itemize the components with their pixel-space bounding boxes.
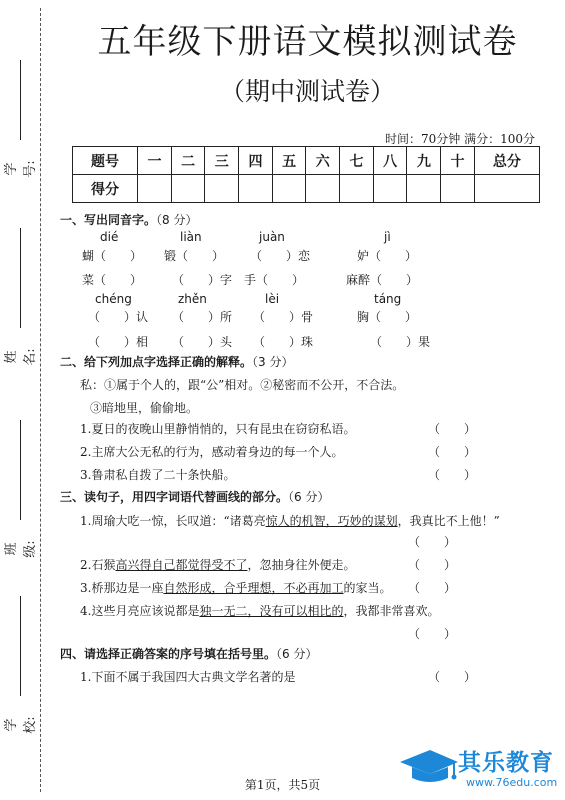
score-header-cell: 六 — [306, 147, 340, 175]
pinyin-7: lèi — [265, 292, 280, 306]
s4-q1: 1.下面不属于我国四大古典文学名著的是 — [80, 670, 296, 684]
score-header-cell: 九 — [407, 147, 441, 175]
s3-q1-answer[interactable]: （ ） — [408, 535, 457, 549]
pinyin-3: juàn — [259, 230, 285, 244]
student-name-label: 姓名: — [4, 348, 38, 366]
class-label: 班级: — [4, 540, 38, 558]
score-input-cell[interactable] — [239, 175, 273, 203]
school-field — [4, 706, 38, 744]
exam-subtitle: （期中测试卷） — [219, 77, 395, 106]
score-input-cell[interactable] — [171, 175, 205, 203]
score-header-cell: 八 — [373, 147, 407, 175]
s1-r4-c1: （ ）相 — [88, 335, 149, 349]
s3-q2-answer[interactable]: （ ） — [408, 558, 457, 572]
pinyin-6: zhěn — [178, 292, 207, 306]
s3-q4 — [80, 602, 439, 619]
section4-heading — [60, 645, 317, 662]
pinyin-8: táng — [374, 292, 402, 306]
score-input-cell[interactable] — [441, 175, 475, 203]
binding-dashed-line — [40, 8, 41, 792]
s2-q2: 2.主席大公无私的行为，感动着身边的每一个人。 — [80, 445, 344, 459]
score-input-cell[interactable] — [272, 175, 306, 203]
section4-title: 四、请选择正确答案的序号填在括号里。 — [60, 647, 277, 661]
s1-r3-c3: （ ）骨 — [253, 310, 314, 324]
student-id-line — [20, 60, 21, 140]
score-header-cell: 总分 — [474, 147, 539, 175]
s2-q1: 1.夏日的夜晚山里静悄悄的，只有昆虫在窃窃私语。 — [80, 422, 356, 436]
s3-q3 — [80, 579, 391, 596]
score-input-cell[interactable] — [138, 175, 172, 203]
score-header-cell: 二 — [171, 147, 205, 175]
section4-points: （6 分） — [276, 647, 318, 661]
s3-q3-answer[interactable]: （ ） — [408, 581, 457, 595]
student-id-field — [4, 150, 38, 188]
score-header-cell: 一 — [138, 147, 172, 175]
s1-r3-c4: 胸（ ） — [357, 310, 418, 324]
s1-r1-c3: （ ）恋 — [250, 249, 311, 263]
page-footer: 第1页，共5页 — [244, 778, 321, 792]
section1-heading — [60, 211, 197, 228]
s4-q1-answer[interactable]: （ ） — [428, 670, 477, 684]
s2-options-line2: ③暗地里，偷偷地。 — [90, 401, 199, 415]
s1-r1-c4: 妒（ ） — [357, 249, 418, 263]
s3-q4-answer[interactable]: （ ） — [408, 627, 457, 641]
score-header-cell: 四 — [239, 147, 273, 175]
s2-q1-answer[interactable]: （ ） — [428, 422, 477, 436]
s2-q2-answer[interactable]: （ ） — [428, 445, 477, 459]
s3-q1 — [80, 512, 500, 529]
s1-r1-c2: 锻（ ） — [164, 249, 225, 263]
s3-q3-post: 的家当。 — [343, 581, 392, 595]
score-table — [72, 146, 540, 203]
score-table-score-row — [73, 175, 540, 203]
score-input-cell[interactable] — [407, 175, 441, 203]
score-table-header-row — [73, 147, 540, 175]
s1-r4-c2: （ ）头 — [172, 335, 233, 349]
score-input-cell[interactable] — [474, 175, 539, 203]
s3-q2-underline: 高兴得自己都觉得受不了 — [115, 558, 248, 572]
student-id-label: 学号: — [4, 160, 38, 178]
student-name-line — [20, 228, 21, 328]
section3-points: （6 分） — [288, 490, 330, 504]
s3-q2 — [80, 556, 355, 573]
score-header-cell: 七 — [340, 147, 374, 175]
score-input-cell[interactable] — [340, 175, 374, 203]
s1-r2-c1: 菜（ ） — [82, 273, 143, 287]
section3-heading — [60, 488, 329, 505]
score-header-cell: 三 — [205, 147, 239, 175]
pinyin-2: liàn — [180, 230, 202, 244]
s1-r4-c3: （ ）珠 — [253, 335, 314, 349]
s3-q3-pre: 3.桥那边是一座 — [80, 581, 164, 595]
section2-points: （3 分） — [252, 355, 294, 369]
class-line — [20, 420, 21, 520]
s3-q4-post: ，我都非常喜欢。 — [343, 604, 440, 618]
score-input-cell[interactable] — [373, 175, 407, 203]
section3-title: 三、读句子，用四字词语代替画线的部分。 — [60, 490, 289, 504]
section1-points: （8 分） — [156, 213, 198, 227]
logo-url: www.76edu.com — [466, 776, 558, 789]
s3-q1-post: ，我真比不上他！” — [397, 514, 500, 528]
pinyin-4: jì — [384, 230, 391, 244]
s1-r3-c2: （ ）所 — [172, 310, 233, 324]
s3-q1-pre: 1.周瑜大吃一惊，长叹道：“诸葛亮 — [80, 514, 266, 528]
s2-q3: 3.鲁肃私自拨了二十条快船。 — [80, 468, 236, 482]
score-header-cell: 五 — [272, 147, 306, 175]
s1-r3-c1: （ ）认 — [88, 310, 149, 324]
score-row-label: 得分 — [73, 175, 138, 203]
section2-heading — [60, 353, 293, 370]
score-input-cell[interactable] — [306, 175, 340, 203]
section2-title: 二、给下列加点字选择正确的解释。 — [60, 355, 253, 369]
exam-title: 五年级下册语文模拟测试卷 — [97, 22, 518, 62]
exam-meta: 时间：70分钟 满分：100分 — [385, 132, 535, 146]
binding-strip — [0, 0, 52, 800]
student-name-field — [4, 338, 38, 376]
pinyin-1: dié — [100, 230, 119, 244]
s1-r2-c4: 麻醉（ ） — [346, 273, 419, 287]
logo-name: 其乐教育 — [458, 750, 554, 776]
pinyin-5: chéng — [95, 292, 132, 306]
section1-title: 一、写出同音字。 — [60, 213, 157, 227]
score-header-cell: 题号 — [73, 147, 138, 175]
school-label: 学校: — [4, 716, 38, 734]
school-line — [20, 596, 21, 696]
s3-q2-post: ，忽抽身往外便走。 — [247, 558, 356, 572]
s3-q4-underline: 独一无二，没有可以相比的 — [199, 604, 344, 618]
s3-q3-underline: 自然形成，合乎理想，不必再加工 — [163, 581, 344, 595]
s3-q2-pre: 2.石猴 — [80, 558, 116, 572]
s1-r4-c4: （ ）果 — [370, 335, 431, 349]
s1-r2-c2: （ ）字 手（ ） — [172, 273, 305, 287]
s3-q1-underline: 惊人的机智，巧妙的谋划 — [265, 514, 398, 528]
score-header-cell: 十 — [441, 147, 475, 175]
score-input-cell[interactable] — [205, 175, 239, 203]
class-field — [4, 530, 38, 568]
s1-r1-c1: 蝴（ ） — [82, 249, 143, 263]
s3-q4-pre: 4.这些月亮应该说都是 — [80, 604, 200, 618]
s2-q3-answer[interactable]: （ ） — [428, 468, 477, 482]
s2-options-line1: 私：①属于个人的，跟“公”相对。②秘密而不公开，不合法。 — [80, 378, 405, 392]
